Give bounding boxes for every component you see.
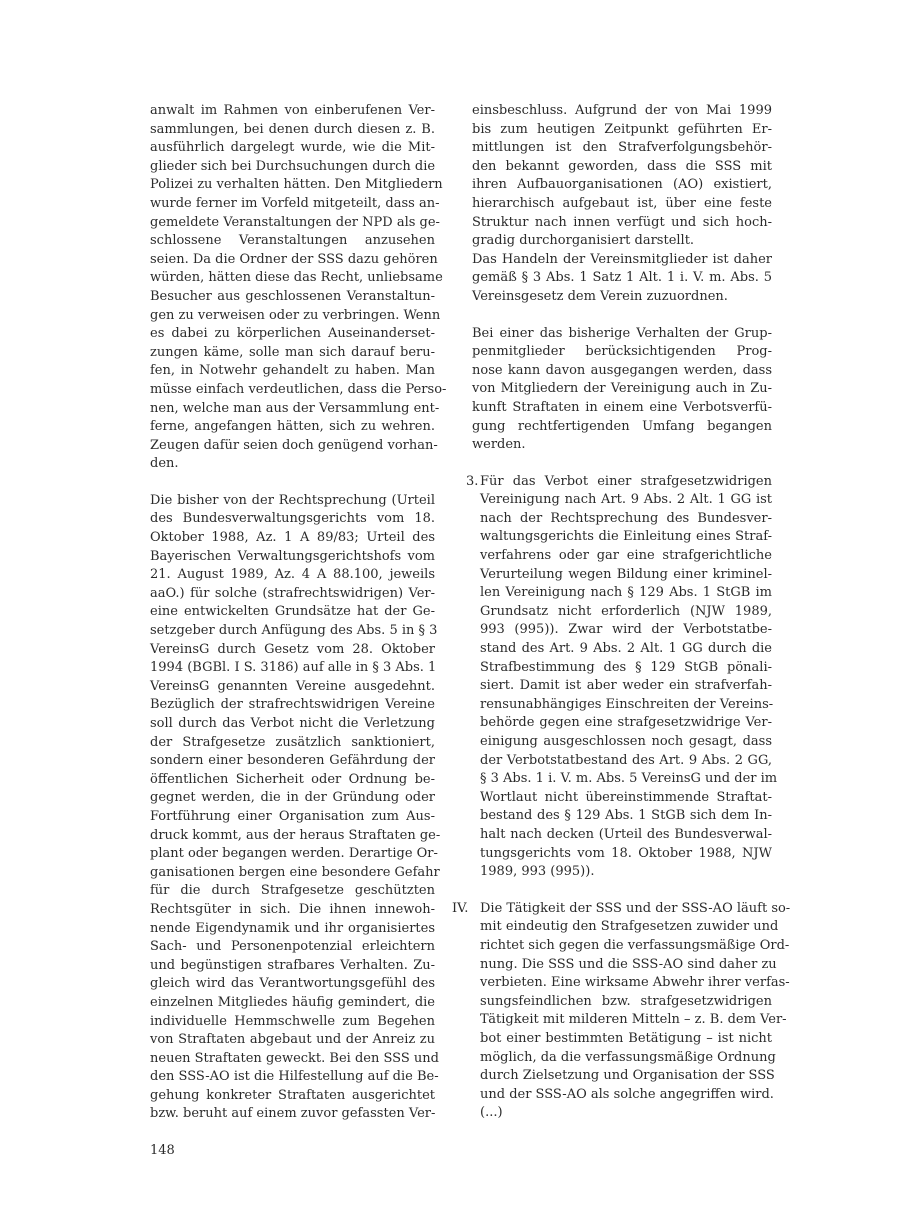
text-line: ihren Aufbauorganisationen (AO) existiert, — [472, 177, 772, 193]
text-line: zungen käme, solle man sich darauf beru- — [150, 344, 435, 360]
list-item-number: 3. — [466, 473, 479, 489]
text-line: von Mitgliedern der Vereinigung auch in Zu- — [472, 381, 772, 397]
text-line: anwalt im Rahmen von einberufenen Ver- — [150, 103, 435, 118]
paragraph — [150, 102, 447, 474]
text-line: wurde ferner im Vorfeld mitgeteilt, dass an- — [150, 195, 440, 211]
text-line: sondern einer besonderen Gefährdung der — [150, 753, 435, 769]
text-line: bestand des § 129 Abs. 1 StGB sich dem In- — [480, 808, 772, 824]
text-line: kunft Straftaten in einem eine Verbotsverfü- — [472, 399, 772, 415]
text-line: glieder sich bei Durchsuchungen durch die — [150, 158, 436, 174]
text-line: siert. Damit ist aber weder ein strafverfah- — [480, 678, 772, 694]
text-line: gemäß § 3 Abs. 1 Satz 1 Alt. 1 i. V. m. Abs. 5 — [472, 270, 772, 286]
text-line: VereinsG durch Gesetz vom 28. Oktober — [150, 641, 435, 657]
text-line: gehung konkreter Straftaten ausgerichtet — [150, 1087, 435, 1103]
text-line: (...) — [480, 1105, 503, 1121]
list-item-text — [480, 473, 778, 882]
text-line: des Bundesverwaltungsgerichts vom 18. — [150, 511, 435, 527]
list-item — [452, 900, 791, 1123]
text-line: und begünstigen strafbares Verhalten. Zu- — [150, 957, 435, 973]
list-item — [466, 473, 778, 882]
text-line: öffentlichen Sicherheit oder Ordnung be- — [150, 771, 435, 787]
text-line: richtet sich gegen die verfassungsmäßige Ord- — [480, 937, 790, 953]
text-line: den. — [150, 456, 179, 472]
text-line: nen, welche man aus der Versammlung ent- — [150, 400, 440, 416]
list-item-number: IV. — [452, 900, 469, 916]
text-line: gleich wird das Verantwortungsgefühl des — [150, 976, 435, 992]
text-line: Zeugen dafür seien doch genügend vorhan- — [150, 437, 438, 453]
text-line: Struktur nach innen verfügt und sich hoch- — [472, 214, 772, 230]
text-line: rensunabhängiges Einschreiten der Vereins- — [480, 696, 774, 712]
text-line: Strafbestimmung des § 129 StGB pönali- — [480, 659, 772, 675]
text-line: für die durch Strafgesetze geschützten — [150, 883, 435, 899]
text-line: ausführlich dargelegt wurde, wie die Mit- — [150, 140, 435, 156]
text-line: gemeldete Veranstaltungen der NPD als ge- — [150, 214, 440, 230]
text-line: gen zu verweisen oder zu verbringen. Wenn — [150, 307, 441, 323]
text-line: tungsgerichts vom 18. Oktober 1988, NJW — [480, 845, 772, 861]
text-line: einzelnen Mitgliedes häufig gemindert, die — [150, 994, 435, 1010]
text-line: nung. Die SSS und die SSS-AO sind daher zu — [480, 956, 777, 972]
text-line: eine entwickelten Grundsätze hat der Ge- — [150, 604, 435, 620]
text-line: bot einer bestimmten Betätigung – ist nicht — [480, 1030, 772, 1046]
text-line: Wortlaut nicht übereinstimmende Straftat- — [480, 789, 772, 805]
text-line: Grundsatz nicht erforderlich (NJW 1989, — [480, 603, 772, 619]
text-line: es dabei zu körperlichen Auseinanderset- — [150, 326, 435, 342]
text-line: halt nach decken (Urteil des Bundesverwal- — [480, 826, 772, 842]
text-line: gung rechtfertigenden Umfang begangen — [472, 418, 772, 434]
text-line: aaO.) für solche (strafrechtswidrigen) Ver- — [150, 585, 435, 601]
text-line: einigung ausgeschlossen noch gesagt, dass — [480, 734, 772, 749]
text-line: Vereinigung nach Art. 9 Abs. 2 Alt. 1 GG ist — [480, 492, 772, 508]
text-line: Das Handeln der Vereinsmitglieder ist daher — [472, 251, 772, 267]
text-line: gradig durchorganisiert darstellt. — [472, 233, 695, 249]
text-line: der Verbotstatbestand des Art. 9 Abs. 2 GG, — [480, 752, 772, 768]
text-line: Oktober 1988, Az. 1 A 89/83; Urteil des — [150, 530, 435, 546]
page-number: 148 — [150, 1143, 175, 1158]
text-line: ganisationen bergen eine besondere Gefahr — [150, 864, 440, 880]
text-line: bis zum heutigen Zeitpunkt geführten Er- — [472, 121, 772, 137]
text-line: Die Tätigkeit der SSS und der SSS-AO läuft so- — [480, 900, 791, 916]
text-line: müsse einfach verdeutlichen, dass die Perso- — [150, 381, 447, 397]
text-line: einsbeschluss. Aufgrund der von Mai 1999 — [472, 103, 772, 118]
text-line: bzw. beruht auf einem zuvor gefassten Ver- — [150, 1106, 436, 1122]
text-line: len Vereinigung nach § 129 Abs. 1 StGB im — [480, 585, 772, 601]
text-line: druck kommt, aus der heraus Straftaten ge- — [150, 827, 441, 843]
text-line: werden. — [472, 437, 526, 453]
text-line: Sach- und Personenpotenzial erleichtern — [150, 939, 435, 955]
text-line: neuen Straftaten geweckt. Bei den SSS und — [150, 1050, 439, 1066]
text-line: Polizei zu verhalten hätten. Den Mitgliedern — [150, 177, 443, 193]
text-line: Fortführung einer Organisation zum Aus- — [150, 808, 435, 824]
text-line: gegnet werden, die in der Gründung oder — [150, 790, 435, 806]
text-line: waltungsgerichts die Einleitung eines Straf- — [480, 529, 772, 545]
text-line: Bayerischen Verwaltungsgerichtshofs vom — [150, 548, 435, 564]
text-line: 993 (995)). Zwar wird der Verbotstatbe- — [480, 622, 772, 638]
paragraph — [472, 102, 772, 307]
text-line: 1989, 993 (995)). — [480, 864, 595, 880]
text-line: würden, hätten diese das Recht, unliebsame — [150, 270, 443, 286]
text-line: nende Eigendynamik und ihr organisiertes — [150, 920, 435, 936]
text-line: Die bisher von der Rechtsprechung (Urteil — [150, 492, 435, 508]
text-line: von Straftaten abgebaut und der Anreiz zu — [150, 1032, 435, 1048]
text-line: nose kann davon ausgegangen werden, dass — [472, 362, 772, 378]
text-line: Rechtsgüter in sich. Die ihnen innewoh- — [150, 901, 435, 917]
text-line: der Strafgesetze zusätzlich sanktioniert, — [150, 734, 435, 750]
text-line: verfahrens oder gar eine strafgerichtliche — [480, 548, 772, 564]
text-line: hierarchisch aufgebaut ist, über eine feste — [472, 195, 772, 211]
text-line: seien. Da die Ordner der SSS dazu gehören — [150, 251, 438, 267]
text-line: 21. August 1989, Az. 4 A 88.100, jeweils — [150, 567, 435, 583]
paragraph — [472, 325, 772, 455]
text-line: Tätigkeit mit milderen Mitteln – z. B. dem Ver- — [480, 1012, 787, 1028]
text-line: fen, in Notwehr gehandelt zu haben. Man — [150, 363, 435, 379]
text-line: Verurteilung wegen Bildung einer kriminel- — [480, 566, 772, 582]
text-line: behörde gegen eine strafgesetzwidrige Ver- — [480, 715, 772, 731]
text-line: Vereinsgesetz dem Verein zuzuordnen. — [472, 288, 728, 304]
list-item-text — [480, 900, 791, 1123]
text-line: VereinsG genannten Vereine ausgedehnt. — [150, 678, 435, 694]
text-line: Besucher aus geschlossenen Veranstaltun- — [150, 288, 435, 304]
text-line: individuelle Hemmschwelle zum Begehen — [150, 1013, 435, 1029]
text-line: mit eindeutig den Strafgesetzen zuwider und — [480, 919, 779, 935]
text-line: sungsfeindlichen bzw. strafgesetzwidrigen — [480, 993, 772, 1009]
paragraph — [150, 492, 441, 1124]
text-line: stand des Art. 9 Abs. 2 Alt. 1 GG durch die — [480, 641, 772, 657]
text-line: schlossene Veranstaltungen anzusehen — [150, 233, 435, 249]
text-line: mittlungen ist den Strafverfolgungsbehör- — [472, 140, 772, 156]
text-line: 1994 (BGBl. I S. 3186) auf alle in § 3 Abs. 1 — [150, 660, 437, 676]
text-line: § 3 Abs. 1 i. V. m. Abs. 5 VereinsG und der im — [480, 771, 778, 787]
text-line: Bei einer das bisherige Verhalten der Grup- — [472, 325, 772, 341]
text-line: ferne, angefangen hätten, sich zu wehren. — [150, 419, 435, 435]
text-line: nach der Rechtsprechung des Bundesver- — [480, 510, 772, 526]
right-column — [452, 102, 791, 1123]
text-line: setzgeber durch Anfügung des Abs. 5 in § 3 — [150, 623, 438, 639]
text-line: den SSS-AO ist die Hilfestellung auf die Be- — [150, 1069, 439, 1085]
text-line: plant oder begangen werden. Derartige Or- — [150, 846, 438, 862]
text-line: penmitglieder berücksichtigenden Prog- — [472, 344, 772, 360]
text-line: Bezüglich der strafrechtswidrigen Vereine — [150, 697, 435, 713]
text-line: soll durch das Verbot nicht die Verletzung — [150, 716, 435, 731]
text-line: möglich, da die verfassungsmäßige Ordnung — [480, 1049, 776, 1065]
text-line: sammlungen, bei denen durch diesen z. B. — [150, 121, 435, 137]
text-line: den bekannt geworden, dass die SSS mit — [472, 158, 772, 174]
text-line: Für das Verbot einer strafgesetzwidrigen — [480, 473, 772, 489]
text-line: und der SSS-AO als solche angegriffen wird. — [480, 1086, 774, 1102]
text-line: verbieten. Eine wirksame Abwehr ihrer verfas- — [480, 975, 790, 991]
left-column — [150, 102, 447, 1124]
text-line: durch Zielsetzung und Organisation der SSS — [480, 1068, 775, 1084]
